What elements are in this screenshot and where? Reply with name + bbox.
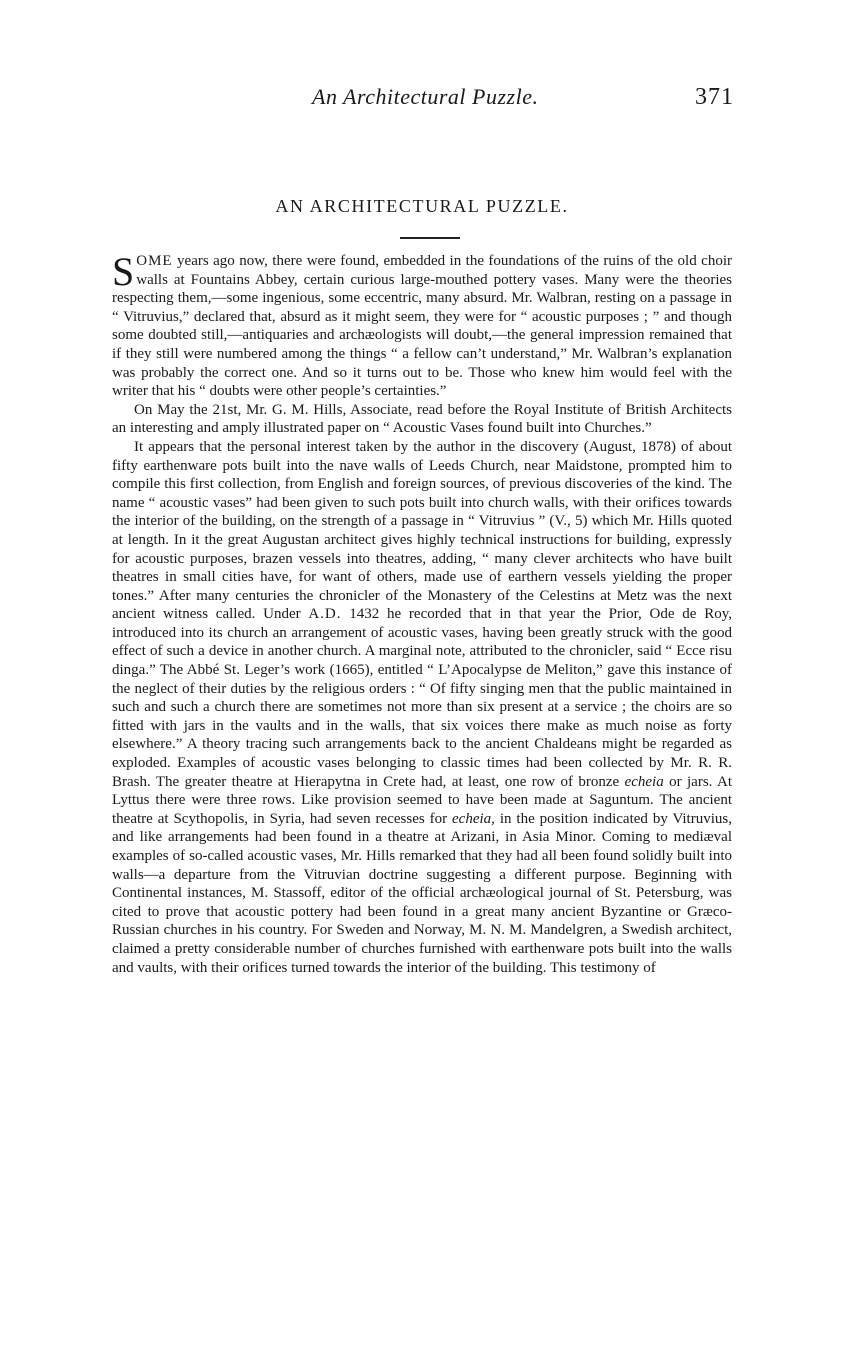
title-rule <box>400 237 460 239</box>
article-title: AN ARCHITECTURAL PUZZLE. <box>275 196 569 216</box>
anno-domini: A.D. <box>308 606 342 623</box>
paragraph-3-text-c: or jars. At Lyttus there were three rows. Like provision seemed to have been made at Saguntum. The ancient theatre at Scythopolis, in Syria, had seven recesses for <box>112 773 732 827</box>
running-title: An Architectural Puzzle. <box>312 84 539 109</box>
drop-cap: S <box>112 249 135 294</box>
article-body <box>112 249 732 977</box>
paragraph-3-text-a: It appears that the personal interest taken by the author in the discovery (August, 1878) of about fifty earthenware pots built into the nave walls of Leeds Church, near Maidstone, prompted him to compile this first collection, from English and foreign sources, of previous discoveries of the kind. The name “ acoustic vases” had been given to such pots built into church walls, with their orifices towards the interior of the building, on the strength of a passage in “ Vitruvius ” (V., 5) which Mr. Hills quoted at length. In it the great Augustan architect gives highly technical instructions for building, expressly for acoustic purposes, brazen vessels into theatres, adding, “ many clever architects who have built theatres in small cities have, for want of others, made use of earthern vessels yielding the proper tones.” After many centuries the chronicler of the Monastery of the Celestins at Metz was the next ancient witness called. Under <box>112 438 732 623</box>
paragraph-1 <box>112 249 732 401</box>
running-header <box>112 84 734 111</box>
paragraph-3 <box>112 438 732 977</box>
page-number: 371 <box>695 84 734 110</box>
term-echeia: echeia <box>624 773 664 790</box>
paragraph-3-text-d: in the position indicated by Vitruvius, and like arrangements had been found in a theatre at Arizani, in Asia Minor. Coming to mediæval examples of so-called acoustic vases, Mr. Hills remarked that they had all been found solidly built into walls—a departure from the Vitruvian doctrine suggesting a different purpose. Beginning with Continental instances, M. Stassoff, editor of the official archæological journal of St. Petersburg, was cited to prove that acoustic pottery had been found in a great many ancient Byzantine or Græco-Russian churches in his country. For Sweden and Norway, M. N. M. Mandelgren, a Swedish architect, claimed a pretty considerable number of churches furnished with earthenware pots built into the walls and vaults, with their orifices turned towards the interior of the building. This testimony of <box>112 810 732 976</box>
paragraph-1-text: years ago now, there were found, embedded in the foundations of the ruins of the old choir walls at Fountains Abbey, certain curious large-mouthed pottery vases. Many were the theories respecting them,—some ingenious, some eccentric, many absurd. Mr. Walbran, resting on a passage in “ Vitruvius,” declared that, absurd as it might seem, they were for “ acoustic purposes ; ” and though some doubted still,—antiquaries and archæologists will doubt,—the general impression remained that if they still were numbered among the things “ a fellow can’t understand,” Mr. Walbran’s explanation was probably the correct one. And so it turns out to be. Those who knew him would feel with the writer that his “ doubts were other people’s certainties.” <box>112 253 732 400</box>
term-echeia-2: echeia, <box>452 810 495 827</box>
paragraph-2: On May the 21st, Mr. G. M. Hills, Associate, read before the Royal Institute of British Architects an interesting and amply illustrated paper on “ Acoustic Vases found built into Churches.” <box>112 401 732 437</box>
opening-word: OME <box>136 253 173 269</box>
paragraph-3-text-b: 1432 he recorded that in that year the Prior, Ode de Roy, introduced into its church an arrangement of acoustic vases, having been greatly struck with the good effect of such a device in another church. A marginal note, attributed to the chronicler, said “ Ecce risu dinga.” The Abbé St. Leger’s work (1665), entitled “ L’Apocalypse de Meliton,” gave this instance of the neglect of their duties by the religious orders : “ Of fifty singing men that the public maintained in such and such a church there are sometimes not more than six present at a service ; the choirs are so fitted with jars in the vaults and in the walls, that six voices there make as much noise as forty elsewhere.” A theory tracing such arrangements back to the ancient Chaldeans might be regarded as exploded. Examples of acoustic vases belonging to classic times had been collected by Mr. R. R. Brash. The greater theatre at Hierapytna in Crete had, at least, one row of bronze <box>112 606 732 790</box>
